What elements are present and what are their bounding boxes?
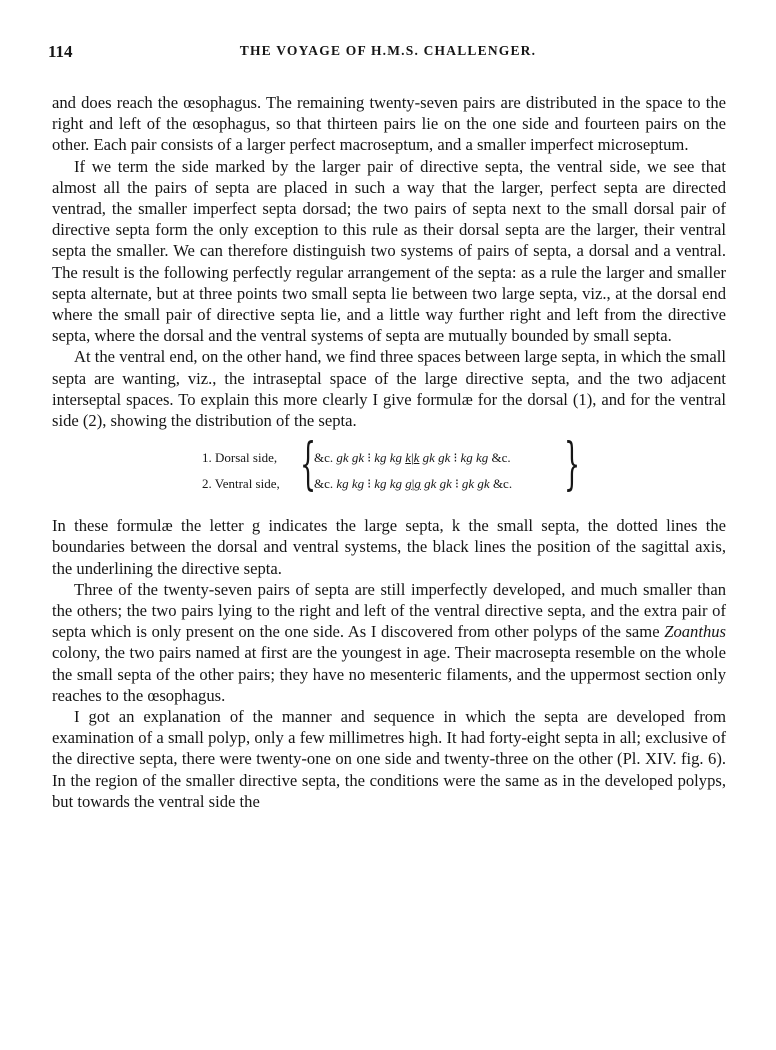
formula-row-dorsal	[202, 447, 511, 468]
formula-segment: gk gk	[336, 450, 365, 466]
directive-septum: g	[405, 476, 412, 492]
formula-segment: kg kg	[374, 476, 402, 492]
paragraph-1: and does reach the œsophagus. The remaining twenty-seven pairs are distributed in the space to the right and left of the œsophagus, so that thirteen pairs lie on the one side and fourteen pairs on the other. Each pair consists of a larger perfect macroseptum, and a smaller imperfect microseptum.	[52, 93, 726, 155]
formula-start: &c.	[314, 476, 334, 492]
left-brace: {	[300, 432, 317, 498]
septa-formula	[52, 432, 726, 501]
formula-label-ventral: 2. Ventral side,	[202, 476, 280, 492]
sagittal-axis-line: |	[411, 476, 415, 492]
formula-end: &c.	[491, 450, 511, 466]
paragraph-3: At the ventral end, on the other hand, we find three spaces between large septa, in which the small septa are wanting, viz., the intraseptal space of the large directive septa, and the two adjacent interseptal spaces. To explain this more clearly I give formulæ for the dorsal (1), and for the ventral side (2), showing the distribution of the septa.	[52, 347, 726, 431]
dotted-boundary: ⁝	[367, 450, 372, 466]
page-body	[52, 92, 726, 812]
paragraph-2: If we term the side marked by the larger pair of directive septa, the ventral side, we see that almost all the pairs of septa are placed in such a way that the larger, perfect septa are directed ventrad, the smaller imperfect septa dorsad; the two pairs of septa next to the small dorsal pair of directive septa form the only exception to this rule as their dorsal septa are the larger, their ventral septa the smaller. We can therefore distinguish two systems of pairs of septa, a dorsal and a ventral. The result is the following perfectly regular arrangement of the septa: as a rule the larger and smaller septa alternate, but at three points two small septa lie between two large septa, viz., at the dorsal end where the small pair of directive septa lie, and a little way further right and left from the directive septa, where the dorsal and the ventral systems of septa are mutually bounded by small septa.	[52, 156, 726, 346]
paragraph-4: In these formulæ the letter g indicates the large septa, k the small septa, the dotted lines the boundaries between the dorsal and ventral systems, the black lines the position of the sagittal axis, the underlining the directive septa.	[52, 516, 726, 578]
running-title: THE VOYAGE OF H.M.S. CHALLENGER.	[239, 43, 537, 58]
dotted-boundary: ⁝	[453, 450, 458, 466]
page-number: 114	[48, 42, 73, 61]
sagittal-axis-line: |	[411, 450, 414, 466]
right-brace: }	[564, 432, 581, 498]
paragraph-6: I got an explanation of the manner and sequence in which the septa are developed from examination of a small polyp, only a few millimetres high. It had forty-eight septa in all; exclusive of the directive septa, there were twenty-one on one side and twenty-three on the other (Pl. XIV. fig. 6). In the region of the smaller directive septa, the conditions were the same as in the developed polyps, but towards the ventral side the	[52, 707, 726, 811]
formula-sequence-dorsal	[306, 447, 511, 468]
formula-segment: kg kg	[460, 450, 489, 466]
formula-segment: gk gk	[461, 476, 490, 492]
paragraph-5-text-b: colony, the two pairs named at first are the youngest in age. Their macrosepta resemble on the whole the small septa of the other pairs; they have no mesenteric filaments, and the uppermost section only reaches to the œsophagus.	[52, 643, 726, 705]
formula-end: &c.	[492, 476, 513, 492]
directive-septum: k	[405, 450, 412, 466]
formula-segment: kg kg	[374, 450, 402, 466]
page-header	[48, 42, 728, 66]
genus-name: Zoanthus	[664, 622, 726, 642]
directive-septum: k	[413, 450, 420, 466]
formula-label-dorsal: 1. Dorsal side,	[202, 450, 278, 466]
dotted-boundary: ⁝	[454, 476, 459, 492]
paragraph-5	[52, 579, 726, 706]
formula-start: &c.	[314, 450, 334, 466]
formula-segment: gk gk	[424, 476, 452, 492]
formula-sequence-ventral	[306, 473, 512, 494]
dotted-boundary: ⁝	[367, 476, 372, 492]
directive-septum: g	[414, 476, 421, 492]
formula-segment: kg kg	[336, 476, 365, 492]
paragraph-5-text-a: Three of the twenty-seven pairs of septa are still imperfectly developed, and much smaller than the others; the two pairs lying to the right and left of the ventral directive septa, and the extra pair of septa which is only present on the one side. As I discovered from other polyps of the same	[52, 579, 726, 642]
formula-segment: gk gk	[422, 450, 451, 466]
formula-row-ventral	[202, 473, 512, 494]
